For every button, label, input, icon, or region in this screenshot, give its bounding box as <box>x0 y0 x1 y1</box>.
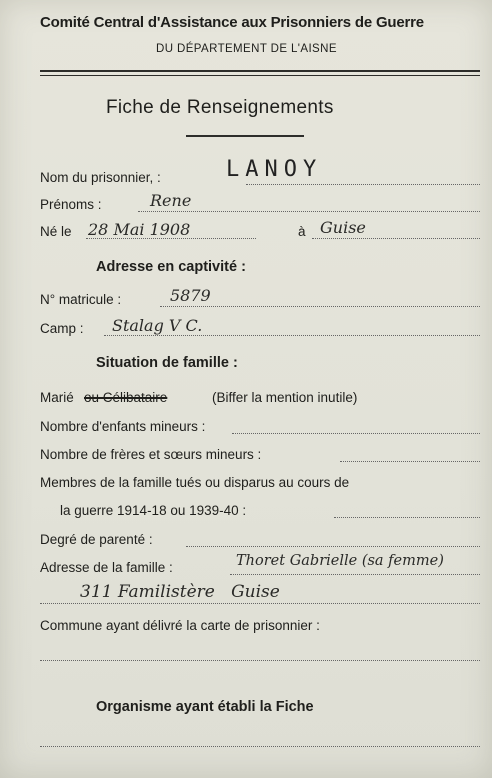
camp-value: Stalag V C. <box>112 316 203 335</box>
a-line <box>312 238 480 239</box>
header-org: Comité Central d'Assistance aux Prisonniers de Guerre <box>40 14 424 31</box>
degre-line <box>186 546 480 547</box>
matricule-line <box>160 306 480 307</box>
header-rule-2 <box>40 75 480 76</box>
a-label: à <box>298 224 306 239</box>
ne-line <box>86 238 256 239</box>
form-title: Fiche de Renseignements <box>106 97 334 118</box>
matricule-label: N° matricule : <box>40 292 122 307</box>
camp-label: Camp : <box>40 321 84 336</box>
matricule-value: 5879 <box>170 286 211 305</box>
nom-value: LANOY <box>226 157 323 182</box>
commune-line <box>40 660 480 661</box>
ne-label: Né le <box>40 224 72 239</box>
membres-label-1: Membres de la famille tués ou disparus au cours de <box>40 475 350 490</box>
prenoms-line <box>138 211 480 212</box>
camp-line <box>104 335 480 336</box>
adresse-famille-value-1: Thoret Gabrielle (sa femme) <box>236 553 444 569</box>
organisme-line <box>40 746 480 747</box>
a-value: Guise <box>320 218 366 237</box>
degre-label: Degré de parenté : <box>40 532 153 547</box>
prenoms-value: Rene <box>150 191 192 210</box>
adresse-famille-line-2 <box>40 603 480 604</box>
header-rule-1 <box>40 70 480 72</box>
header-department: DU DÉPARTEMENT DE L'AISNE <box>156 43 337 55</box>
adresse-famille-value-2: 311 Familistère Guise <box>80 582 280 602</box>
celibataire-label: ou Célibataire <box>84 390 168 405</box>
freres-label: Nombre de frères et sœurs mineurs : <box>40 447 262 462</box>
freres-line <box>340 461 480 462</box>
biffer-note: (Biffer la mention inutile) <box>212 390 358 405</box>
enfants-label: Nombre d'enfants mineurs : <box>40 419 206 434</box>
title-underline <box>186 135 304 137</box>
situation-heading: Situation de famille : <box>96 355 238 371</box>
membres-label-2: la guerre 1914-18 ou 1939-40 : <box>60 503 247 518</box>
ne-value: 28 Mai 1908 <box>88 220 191 239</box>
adresse-captivite-heading: Adresse en captivité : <box>96 259 246 275</box>
commune-label: Commune ayant délivré la carte de prisonnier : <box>40 618 320 633</box>
marie-label: Marié <box>40 390 74 405</box>
membres-line <box>334 517 480 518</box>
adresse-famille-label: Adresse de la famille : <box>40 560 173 575</box>
adresse-famille-line-1 <box>230 574 480 575</box>
organisme-heading: Organisme ayant établi la Fiche <box>96 699 314 715</box>
prenoms-label: Prénoms : <box>40 197 102 212</box>
enfants-line <box>232 433 480 434</box>
nom-line <box>246 184 480 185</box>
nom-label: Nom du prisonnier, : <box>40 170 161 185</box>
